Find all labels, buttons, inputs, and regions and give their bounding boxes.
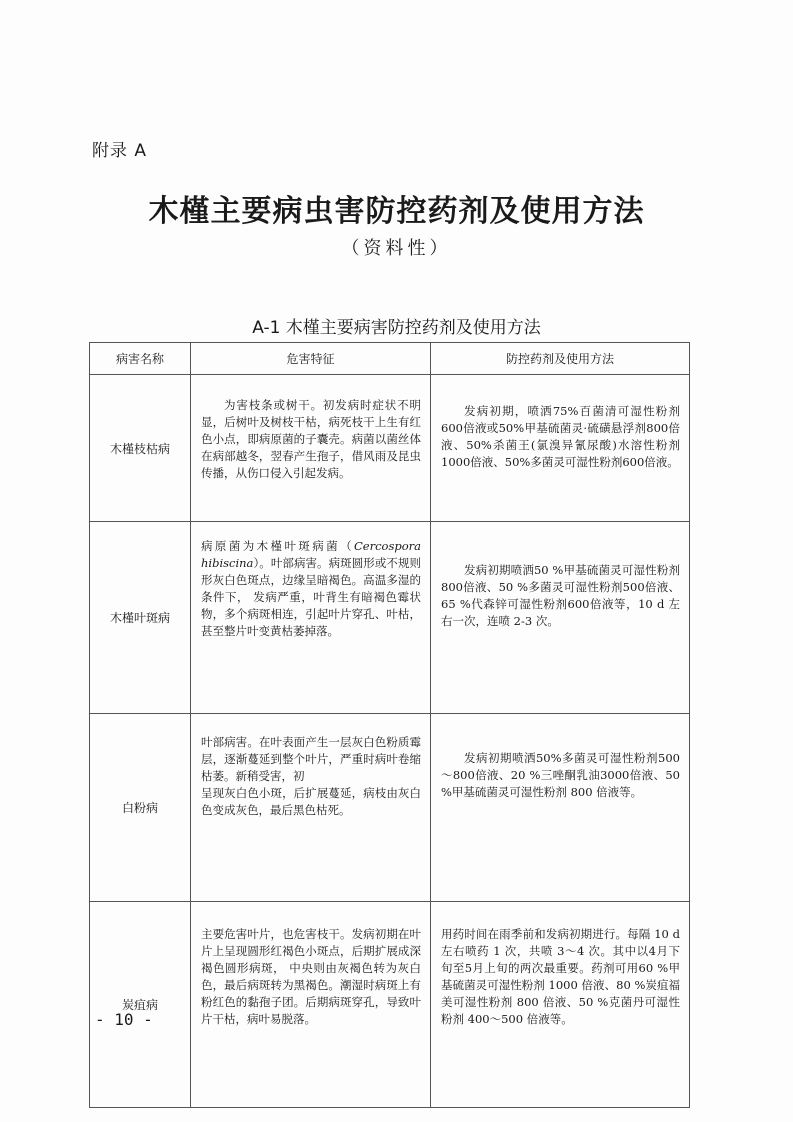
appendix-label: 附录 A — [92, 141, 148, 161]
control-method: 发病初期喷洒50%多菌灵可湿性粉剂500～800倍液、20 %三唑酮乳油3000倍液、50 %甲基硫菌灵可湿性粉剂 800 倍液等。 — [431, 714, 690, 902]
disease-features — [191, 714, 431, 902]
table-row — [90, 902, 690, 1108]
table-row — [90, 375, 690, 522]
page-number: - 10 - — [95, 1010, 153, 1029]
disease-name: 白粉病 — [90, 714, 191, 902]
table-row — [90, 714, 690, 902]
column-header-disease-name: 病害名称 — [90, 343, 191, 375]
control-method: 发病初期喷洒50 %甲基硫菌灵可湿性粉剂800倍液、50 %多菌灵可湿性粉剂500倍液、65 %代森锌可湿性粉剂600倍液等，10 d 左右一次，连喷 2-3 次。 — [431, 522, 690, 714]
table-caption: A-1 木槿主要病害防控药剂及使用方法 — [252, 318, 541, 338]
disease-features: 为害枝条或树干。初发病时症状不明显，后树叶及树枝干枯，病死枝干上生有红色小点，即病原菌的子囊壳。病菌以菌丝体在病部越冬，翌春产生孢子，借风雨及昆虫传播，从伤口侵入引起发病。 — [191, 375, 431, 522]
table-header-row — [90, 343, 690, 375]
page-title: 木槿主要病虫害防控药剂及使用方法 — [148, 194, 645, 229]
disease-name: 木槿叶斑病 — [90, 522, 191, 714]
disease-features: 主要危害叶片，也危害枝干。发病初期在叶片上呈现圆形红褐色小斑点，后期扩展成深褐色圆形病斑， 中央则由灰褐色转为灰白色，最后病斑转为黑褐色。潮湿时病斑上有粉红色的黏孢子团。后期病斑穿孔，导致叶片干枯，病叶易脱落。 — [191, 902, 431, 1108]
features-line: 叶部病害。在叶表面产生一层灰白色粉质霉层，逐渐蔓延到整个叶片，严重时病叶卷缩枯萎。新稍受害，初 — [201, 735, 421, 783]
disease-control-table — [89, 342, 690, 1108]
features-line: 呈现灰白色小斑，后扩展蔓延，病枝由灰白色变成灰色，最后黑色枯死。 — [201, 786, 421, 817]
control-method: 发病初期，喷洒75%百菌清可湿性粉剂600倍液或50%甲基硫菌灵·硫磺悬浮剂800倍液、50%杀菌王(氯溴异氰尿酸)水溶性粉剂1000倍液、50%多菌灵可湿性粉剂600倍液。 — [431, 375, 690, 522]
column-header-features: 危害特征 — [191, 343, 431, 375]
page-subtitle: （资料性） — [341, 238, 452, 259]
disease-features — [191, 522, 431, 714]
table-row — [90, 522, 690, 714]
features-suffix: ）。叶部病害。病斑圆形或不规则形灰白色斑点，边缘呈暗褐色。高温多湿的条件下， 发病严重，叶背生有暗褐色霉状物，多个病斑相连，引起叶片穿孔、叶枯，甚至整片叶变黄枯萎掉落。 — [201, 556, 421, 638]
control-method: 用药时间在雨季前和发病初期进行。每隔 10 d 左右喷药 1 次，共喷 3～4 次。其中以4月下旬至5月上旬的两次最重要。药剂可用60 %甲基硫菌灵可湿性粉剂 1000 倍液、80 %炭疽福美可湿性粉剂 800 倍液、50 %克菌丹可湿性粉剂 400～500 倍液等。 — [431, 902, 690, 1108]
disease-name: 木槿枝枯病 — [90, 375, 191, 522]
disease-name: 炭疽病 — [90, 902, 191, 1108]
column-header-method: 防控药剂及使用方法 — [431, 343, 690, 375]
pathogen-latin-name: Cercospora hibiscina — [201, 539, 421, 570]
features-prefix: 病原菌为木槿叶斑病菌（ — [201, 539, 354, 553]
